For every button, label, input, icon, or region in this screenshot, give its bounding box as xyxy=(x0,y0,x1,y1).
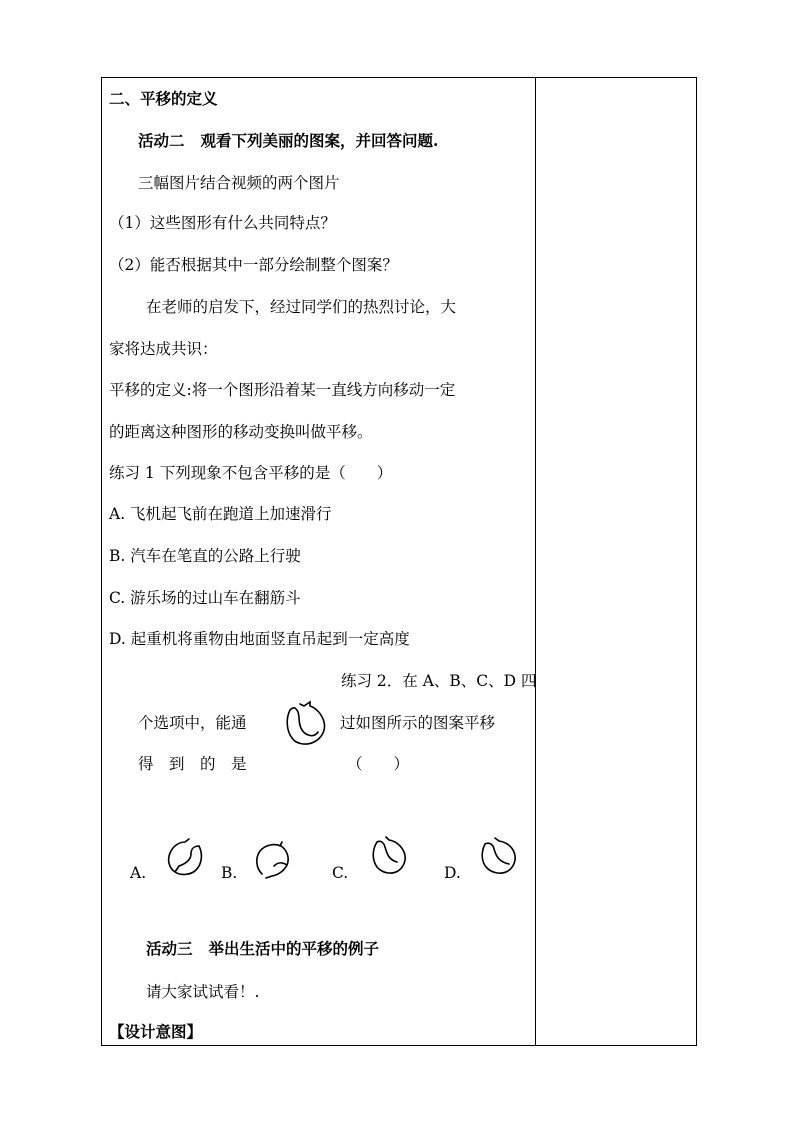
exercise1-option-c: C. 游乐场的过山车在翻筋斗 xyxy=(109,589,301,607)
leaf-icon xyxy=(369,836,409,878)
definition-line-2: 的距离这种图形的移动变换叫做平移。 xyxy=(109,423,373,441)
exercise2-line-1: 练习 2．在 A、B、C、D 四 xyxy=(341,672,537,690)
section-title: 二、平移的定义 xyxy=(109,89,218,108)
exercise1-option-a: A. 飞机起飞前在跑道上加速滑行 xyxy=(109,505,332,523)
leaf-icon xyxy=(165,838,205,878)
column-divider xyxy=(535,78,536,1045)
intro-text: 三幅图片结合视频的两个图片 xyxy=(138,174,340,192)
discussion-line-1: 在老师的启发下，经过同学们的热烈讨论，大 xyxy=(146,298,457,316)
exercise1-option-b: B. 汽车在笔直的公路上行驶 xyxy=(109,547,301,565)
exercise2-line-2a: 个选项中，能通 xyxy=(138,714,247,732)
activity3-text: 举出生活中的平移的例子 xyxy=(208,939,380,958)
activity2-text: 观看下列美丽的图案，并回答问题. xyxy=(200,131,439,150)
leaf-icon xyxy=(479,836,519,878)
design-intent: 【设计意图】 xyxy=(109,1022,203,1041)
try-text: 请大家试试看！. xyxy=(146,983,260,1001)
activity2-heading xyxy=(138,131,438,151)
option-label-b: B. xyxy=(221,864,238,882)
question-1: （1）这些图形有什么共同特点？ xyxy=(109,214,336,232)
option-label-a: A. xyxy=(130,864,147,882)
question-2: （2）能否根据其中一部分绘制整个图案？ xyxy=(109,256,398,274)
discussion-line-2: 家将达成共识： xyxy=(109,340,218,358)
leaf-icon xyxy=(252,840,292,880)
exercise2-line-3b: （ ） xyxy=(347,755,410,773)
option-label-d: D. xyxy=(444,864,461,882)
exercise2-line-2b: 过如图所示的图案平移 xyxy=(340,714,496,732)
activity3-heading xyxy=(146,939,379,959)
exercise1-stem: 练习 1 下列现象不包含平移的是（ ） xyxy=(109,464,393,482)
option-label-c: C. xyxy=(332,864,349,882)
activity3-label: 活动三 xyxy=(146,939,193,958)
exercise1-option-d: D. 起重机将重物由地面竖直吊起到一定高度 xyxy=(109,630,410,648)
exercise2-line-3a: 得 到 的 是 xyxy=(138,755,247,773)
definition-line-1: 平移的定义:将一个图形沿着某一直线方向移动一定 xyxy=(109,381,456,399)
activity2-label: 活动二 xyxy=(138,131,185,150)
leaf-icon xyxy=(284,700,328,750)
